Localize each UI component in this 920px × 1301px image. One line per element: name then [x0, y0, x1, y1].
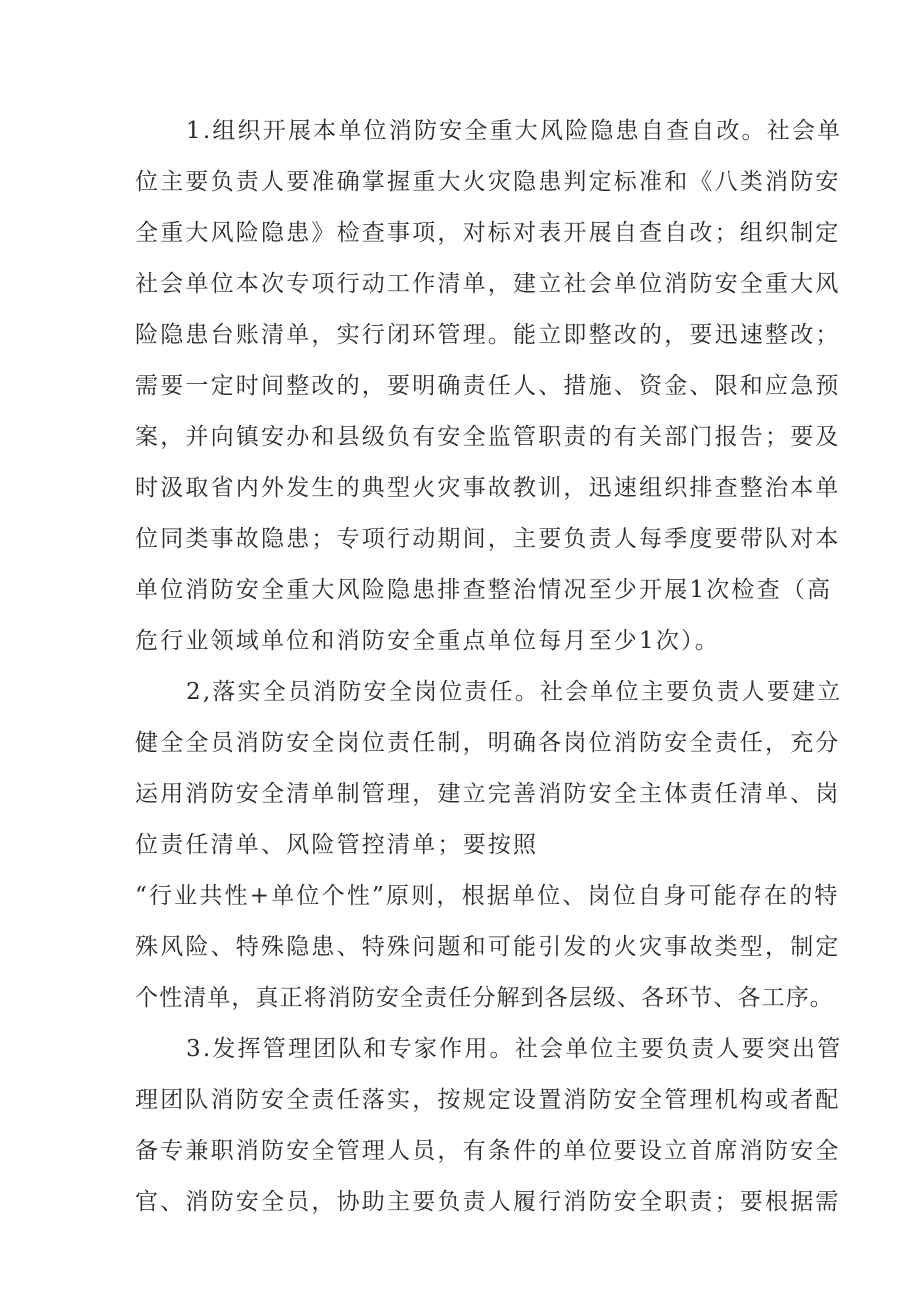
body-text-line: 1.组织开展本单位消防安全重大风险隐患自查自改。社会单	[186, 118, 843, 144]
body-text-line: 运用消防安全清单制管理，建立完善消防安全主体责任清单、岗	[135, 781, 841, 807]
body-text-line: 3.发挥管理团队和专家作用。社会单位主要负责人要突出管	[186, 1036, 843, 1062]
body-text-line: 社会单位本次专项行动工作清单，建立社会单位消防安全重大风	[135, 271, 841, 297]
body-text-line: 备专兼职消防安全管理人员，有条件的单位要设立首席消防安全	[135, 1138, 841, 1164]
body-text-line: 位责任清单、风险管控清单；要按照	[135, 832, 539, 858]
body-text-line: 案，并向镇安办和县级负有安全监管职责的有关部门报告；要及	[135, 424, 841, 450]
body-text-line: 单位消防安全重大风险隐患排查整治情况至少开展1次检查（高	[135, 577, 833, 603]
body-text-line: 时汲取省内外发生的典型火灾事故教训，迅速组织排查整治本单	[135, 475, 841, 501]
body-text-line: “行业共性+单位个性”原则，根据单位、岗位自身可能存在的特	[135, 883, 840, 909]
body-text-line: 险隐患台账清单，实行闭环管理。能立即整改的，要迅速整改；	[135, 322, 841, 348]
body-text-line: 全重大风险隐患》检查事项，对标对表开展自查自改；组织制定	[135, 220, 841, 246]
body-text-line: 需要一定时间整改的，要明确责任人、措施、资金、限和应急预	[135, 373, 841, 399]
body-text-line: 健全全员消防安全岗位责任制，明确各岗位消防安全责任，充分	[135, 730, 841, 756]
body-text-line: 2,落实全员消防安全岗位责任。社会单位主要负责人要建立	[186, 679, 843, 705]
body-text-line: 官、消防安全员，协助主要负责人履行消防安全职责；要根据需	[135, 1189, 841, 1215]
body-text-line: 位同类事故隐患；专项行动期间，主要负责人每季度要带队对本	[135, 526, 841, 552]
body-text-line: 位主要负责人要准确掌握重大火灾隐患判定标准和《八类消防安	[135, 169, 841, 195]
body-text-line: 个性清单，真正将消防安全责任分解到各层级、各环节、各工序。	[135, 985, 834, 1011]
body-text-line: 理团队消防安全责任落实，按规定设置消防安全管理机构或者配	[135, 1087, 841, 1113]
body-text-line: 殊风险、特殊隐患、特殊问题和可能引发的火灾事故类型，制定	[135, 934, 841, 960]
body-text-line: 危行业领域单位和消防安全重点单位每月至少1次）。	[135, 628, 720, 654]
